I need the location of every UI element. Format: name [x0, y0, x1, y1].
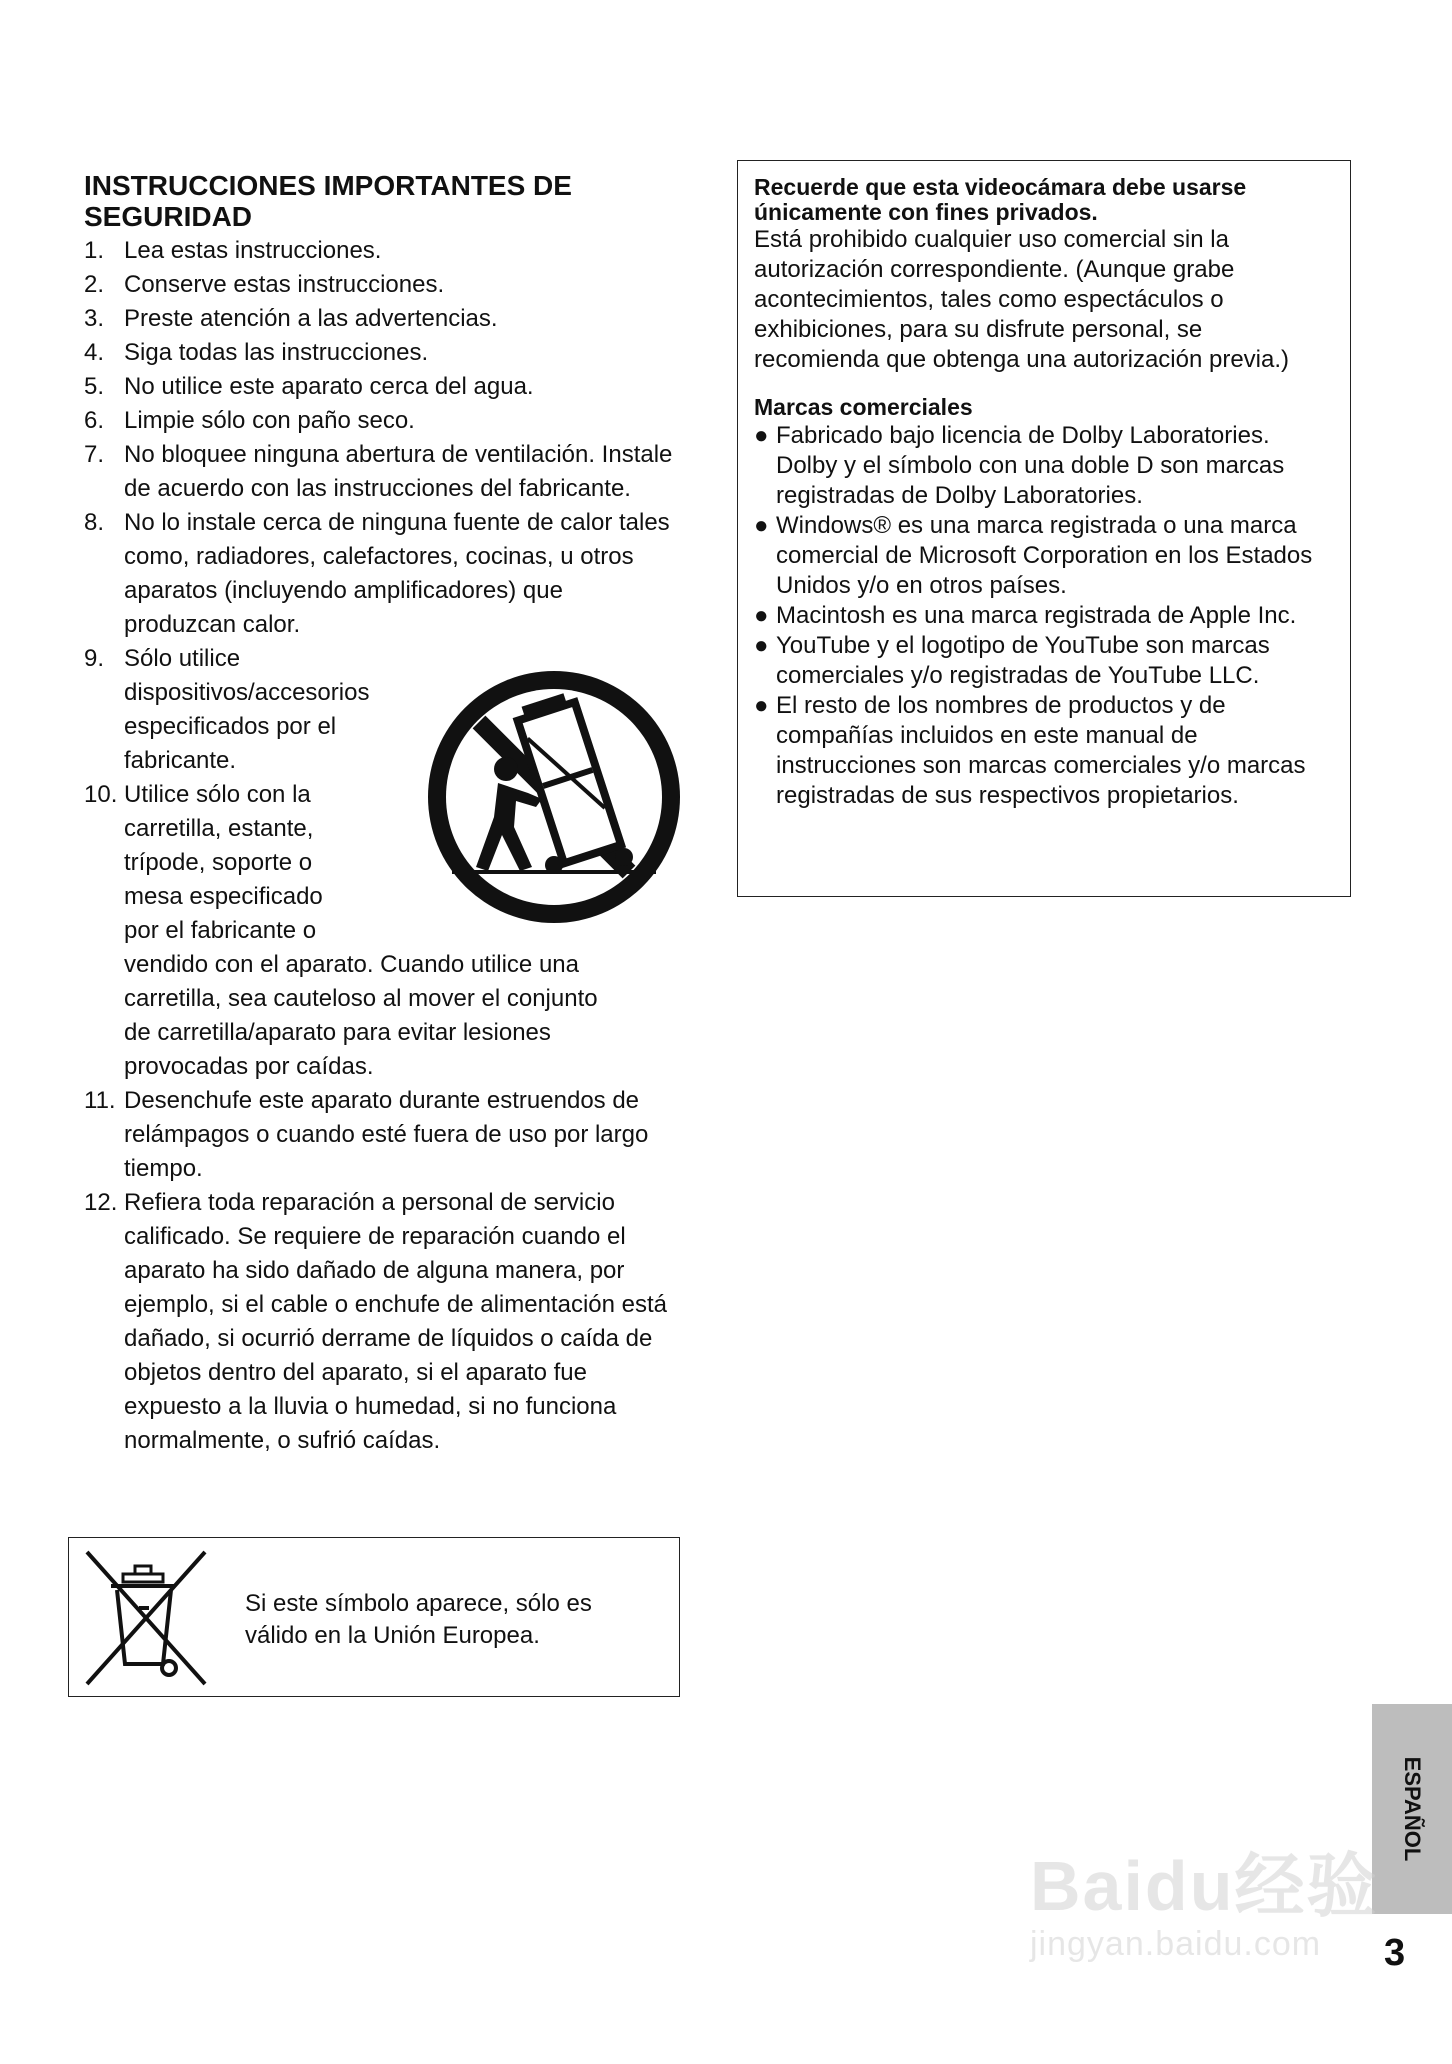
watermark — [1030, 1830, 1378, 1964]
list-item: 5. No utilice este aparato cerca del agua. — [84, 373, 534, 400]
language-tab — [1372, 1704, 1452, 1914]
list-item: 7. No bloquee ninguna abertura de ventilación. Instale de acuerdo con las instrucciones del fabricante. — [84, 441, 673, 502]
list-item: 2. Conserve estas instrucciones. — [84, 271, 445, 298]
list-item: ● YouTube y el logotipo de YouTube son marcas comerciales y/o registradas de YouTube LLC. — [754, 632, 1270, 689]
safety-heading: INSTRUCCIONES IMPORTANTES DE SEGURIDAD — [84, 170, 572, 232]
private-use-paragraph: Está prohibido cualquier uso comercial sin la autorización correspondiente. (Aunque grabe acontecimientos, tales como espectáculos o exhibiciones, para su disfrute personal, se recomienda que obtenga una autorización previa.) — [754, 226, 1290, 373]
list-item: 3. Preste atención a las advertencias. — [84, 305, 498, 332]
eu-text-line-2: válido en la Unión Europea. — [245, 1622, 540, 1649]
list-item: 1. Lea estas instrucciones. — [84, 237, 382, 264]
cart-tipover-warning-icon — [424, 667, 684, 927]
list-item: 6. Limpie sólo con paño seco. — [84, 407, 415, 434]
list-item: 8. No lo instale cerca de ninguna fuente de calor tales como, radiadores, calefactores, cocinas, u otros aparatos (incluyendo amplificadores) que produzcan calor. — [84, 509, 670, 638]
language-label: ESPAÑOL — [1400, 1756, 1425, 1862]
trademarks-heading: Marcas comerciales — [754, 394, 973, 420]
watermark-url: jingyan.baidu.com — [1030, 1925, 1322, 1963]
list-item: 9. Sólo utilice dispositivos/accesorios especificados por el fabricante. — [84, 645, 370, 774]
list-item: 10. Utilice sólo con la carretilla, estante, trípode, soporte o mesa especificado por el fabricante o vendido con el aparato. Cuando utilice una carretilla, sea cauteloso al mover el conjunto de carretilla/aparato para evitar lesiones provocadas por caídas. — [84, 781, 598, 1080]
privacy-trademarks-box — [737, 160, 1351, 897]
list-item: ● Windows® es una marca registrada o una marca comercial de Microsoft Corporation en los Estados Unidos y/o en otros países. — [754, 512, 1313, 599]
eu-text-line-1: Si este símbolo aparece, sólo es — [245, 1590, 592, 1617]
private-use-heading: Recuerde que esta videocámara debe usarse únicamente con fines privados. — [754, 174, 1247, 225]
list-item: 4. Siga todas las instrucciones. — [84, 339, 429, 366]
list-item: ● Fabricado bajo licencia de Dolby Laboratories. Dolby y el símbolo con una doble D son marcas registradas de Dolby Laboratories. — [754, 422, 1285, 509]
list-item: ● El resto de los nombres de productos y de compañías incluidos en este manual de instrucciones son marcas comerciales y/o marcas registradas de sus respectivos propietarios. — [754, 692, 1306, 809]
list-item: ● Macintosh es una marca registrada de Apple Inc. — [754, 602, 1297, 629]
crossed-out-bin-icon — [81, 1548, 213, 1688]
page-number: 3 — [1384, 1932, 1406, 1974]
trademarks-list — [754, 421, 1334, 811]
list-item: 12. Refiera toda reparación a personal de servicio calificado. Se requiere de reparación cuando el aparato ha sido dañado de alguna manera, por ejemplo, si el cable o enchufe de alimentación está dañado, si ocurrió derrame de líquidos o caída de objetos dentro del aparato, si el aparato fue expuesto a la lluvia o humedad, si no funciona normalmente, o sufrió caídas. — [84, 1189, 667, 1454]
list-item: 11. Desenchufe este aparato durante estruendos de relámpagos o cuando esté fuera de uso por largo tiempo. — [84, 1087, 649, 1182]
watermark-logo: Baidu经验 — [1030, 1847, 1379, 1925]
eu-disposal-notice — [68, 1537, 680, 1697]
safety-instructions — [84, 170, 674, 1458]
